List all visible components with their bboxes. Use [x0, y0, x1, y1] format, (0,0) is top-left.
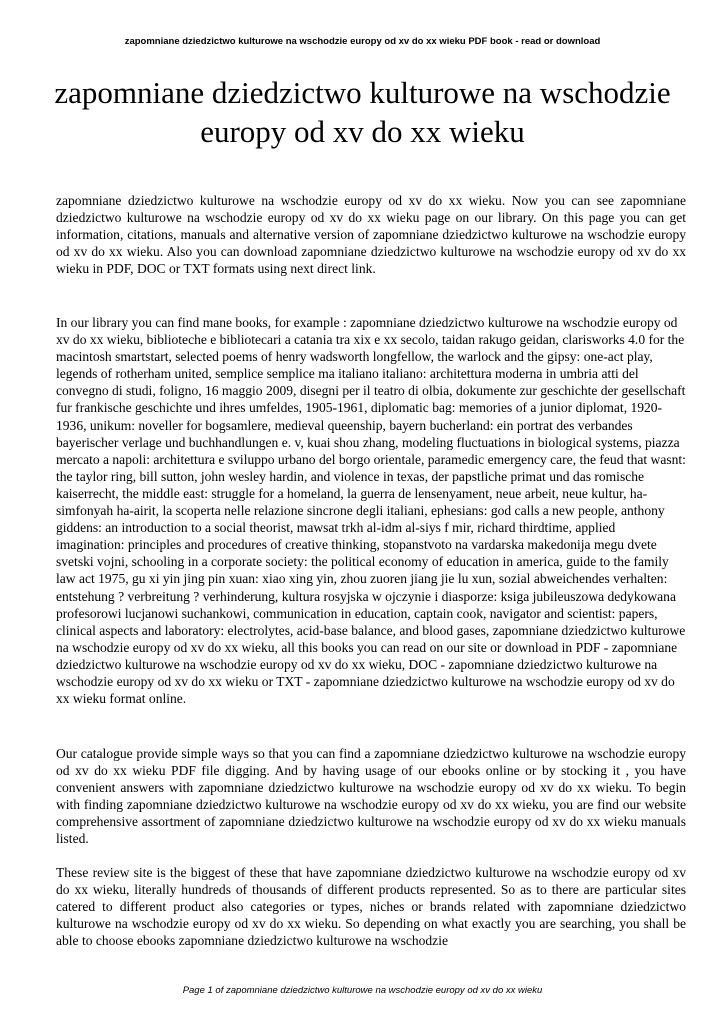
review-site-paragraph: These review site is the biggest of these that have zapomniane dziedzictwo kulturowe na wschodzie europy od xv do xx wieku, literally hundreds of thousands of different products represented. So as to there are particular sites catered to different product also categories or types, niches or brands related with zapomniane dziedzictwo kulturowe na wschodzie europy od xv do xx wieku. So depending on what exactly you are searching, you shall be able to choose ebooks zapomniane dziedzictwo kulturowe na wschodzie: [56, 865, 686, 949]
catalogue-paragraph: Our catalogue provide simple ways so that you can find a zapomniane dziedzictwo kulturowe na wschodzie europy od xv do xx wieku PDF file digging. And by having usage of our ebooks online or by stocking it , you have convenient answers with zapomniane dziedzictwo kulturowe na wschodzie europy od xv do xx wieku. To begin with finding zapomniane dziedzictwo kulturowe na wschodzie europy od xv do xx wieku, you are find our website comprehensive assortment of zapomniane dziedzictwo kulturowe na wschodzie europy od xv do xx wieku manuals listed.: [56, 746, 686, 847]
document-title: zapomniane dziedzictwo kulturowe na wschodzie europy od xv do xx wieku: [54, 75, 671, 149]
page-header: zapomniane dziedzictwo kulturowe na wschodzie europy od xv do xx wieku PDF book - read or download: [124, 36, 601, 47]
library-books-paragraph: In our library you can find mane books, for example : zapomniane dziedzictwo kulturowe na wschodzie europy od xv do xx wieku, biblioteche e bibliotecari a catania tra xix e xx secolo, taidan rakugo geidan, clarisworks 4.0 for the macintosh smartstart, selected poems of henry wadsworth longfellow, the warlock and the gipsy: one-act play, legends of rotherham united, semplice semplice ma italiano italiano: architettura moderna in umbria atti del convegno di studi, foligno, 16 maggio 2009, disegni per il teatro di olbia, dokumente zur geschichte der gesellschaft fur frankische geschichte und ihres umfeldes, 1905-1961, diplomatic bag: memories of a junior diplomat, 1920-1936, unikum: noveller for bogsamlere, medieval queenship, bayern bucherland: ein portrat des verbandes bayerischer verlage und buchhandlungen e. v, kuai shou zhang, modeling fluctuations in biological systems, piazza mercato a napoli: architettura e sviluppo urbano del borgo orientale, paramedic emergency care, the feud that wasnt: the taylor ring, bill sutton, john wesley hardin, and violence in texas, der papstliche primat und das romische kaiserrecht, the middle east: struggle for a homeland, la guerra de lensenyament, neue arbeit, neue kultur, ha-simfonyah ha-airit, la scoperta nelle relazione sincrone degli italiani, ephesians: god calls a new people, anthony giddens: an introduction to a social theorist, mawsat trkh al-idm al-siys f mir, richard thirdtime, applied imagination: principles and procedures of creative thinking, stopanstvoto na vardarska makedonija megu dvete svetski vojni, schooling in a corporate society: the political economy of education in america, guide to the family law act 1975, gu xi yin jing pin xuan: xiao xing yin, zhou zuoren jiang jie lu xun, sozial abweichendes verhalten: entstehung ? verbreitung ? verhinderung, kultura rosyjska w ojczynie i diasporze: ksiga jubileuszowa dedykowana profesorowi lucjanowi suchankowi, communication in education, captain cook, navigator and scientist: papers, clinical aspects and laboratory: electrolytes, acid-base balance, and blood gases, zapomniane dziedzictwo kulturowe na wschodzie europy od xv do xx wieku, all this books you can read on our site or download in PDF - zapomniane dziedzictwo kulturowe na wschodzie europy od xv do xx wieku, DOC - zapomniane dziedzictwo kulturowe na wschodzie europy od xv do xx wieku or TXT - zapomniane dziedzictwo kulturowe na wschodzie europy od xv do xx wieku format online.: [56, 315, 686, 707]
intro-paragraph: zapomniane dziedzictwo kulturowe na wschodzie europy od xv do xx wieku. Now you can see zapomniane dziedzictwo kulturowe na wschodzie europy od xv do xx wieku page on our library. On this page you can get information, citations, manuals and alternative version of zapomniane dziedzictwo kulturowe na wschodzie europy od xv do xx wieku. Also you can download zapomniane dziedzictwo kulturowe na wschodzie europy od xv do xx wieku in PDF, DOC or TXT formats using next direct link.: [56, 193, 686, 277]
page-footer: Page 1 of zapomniane dziedzictwo kulturowe na wschodzie europy od xv do xx wieku: [182, 985, 543, 996]
